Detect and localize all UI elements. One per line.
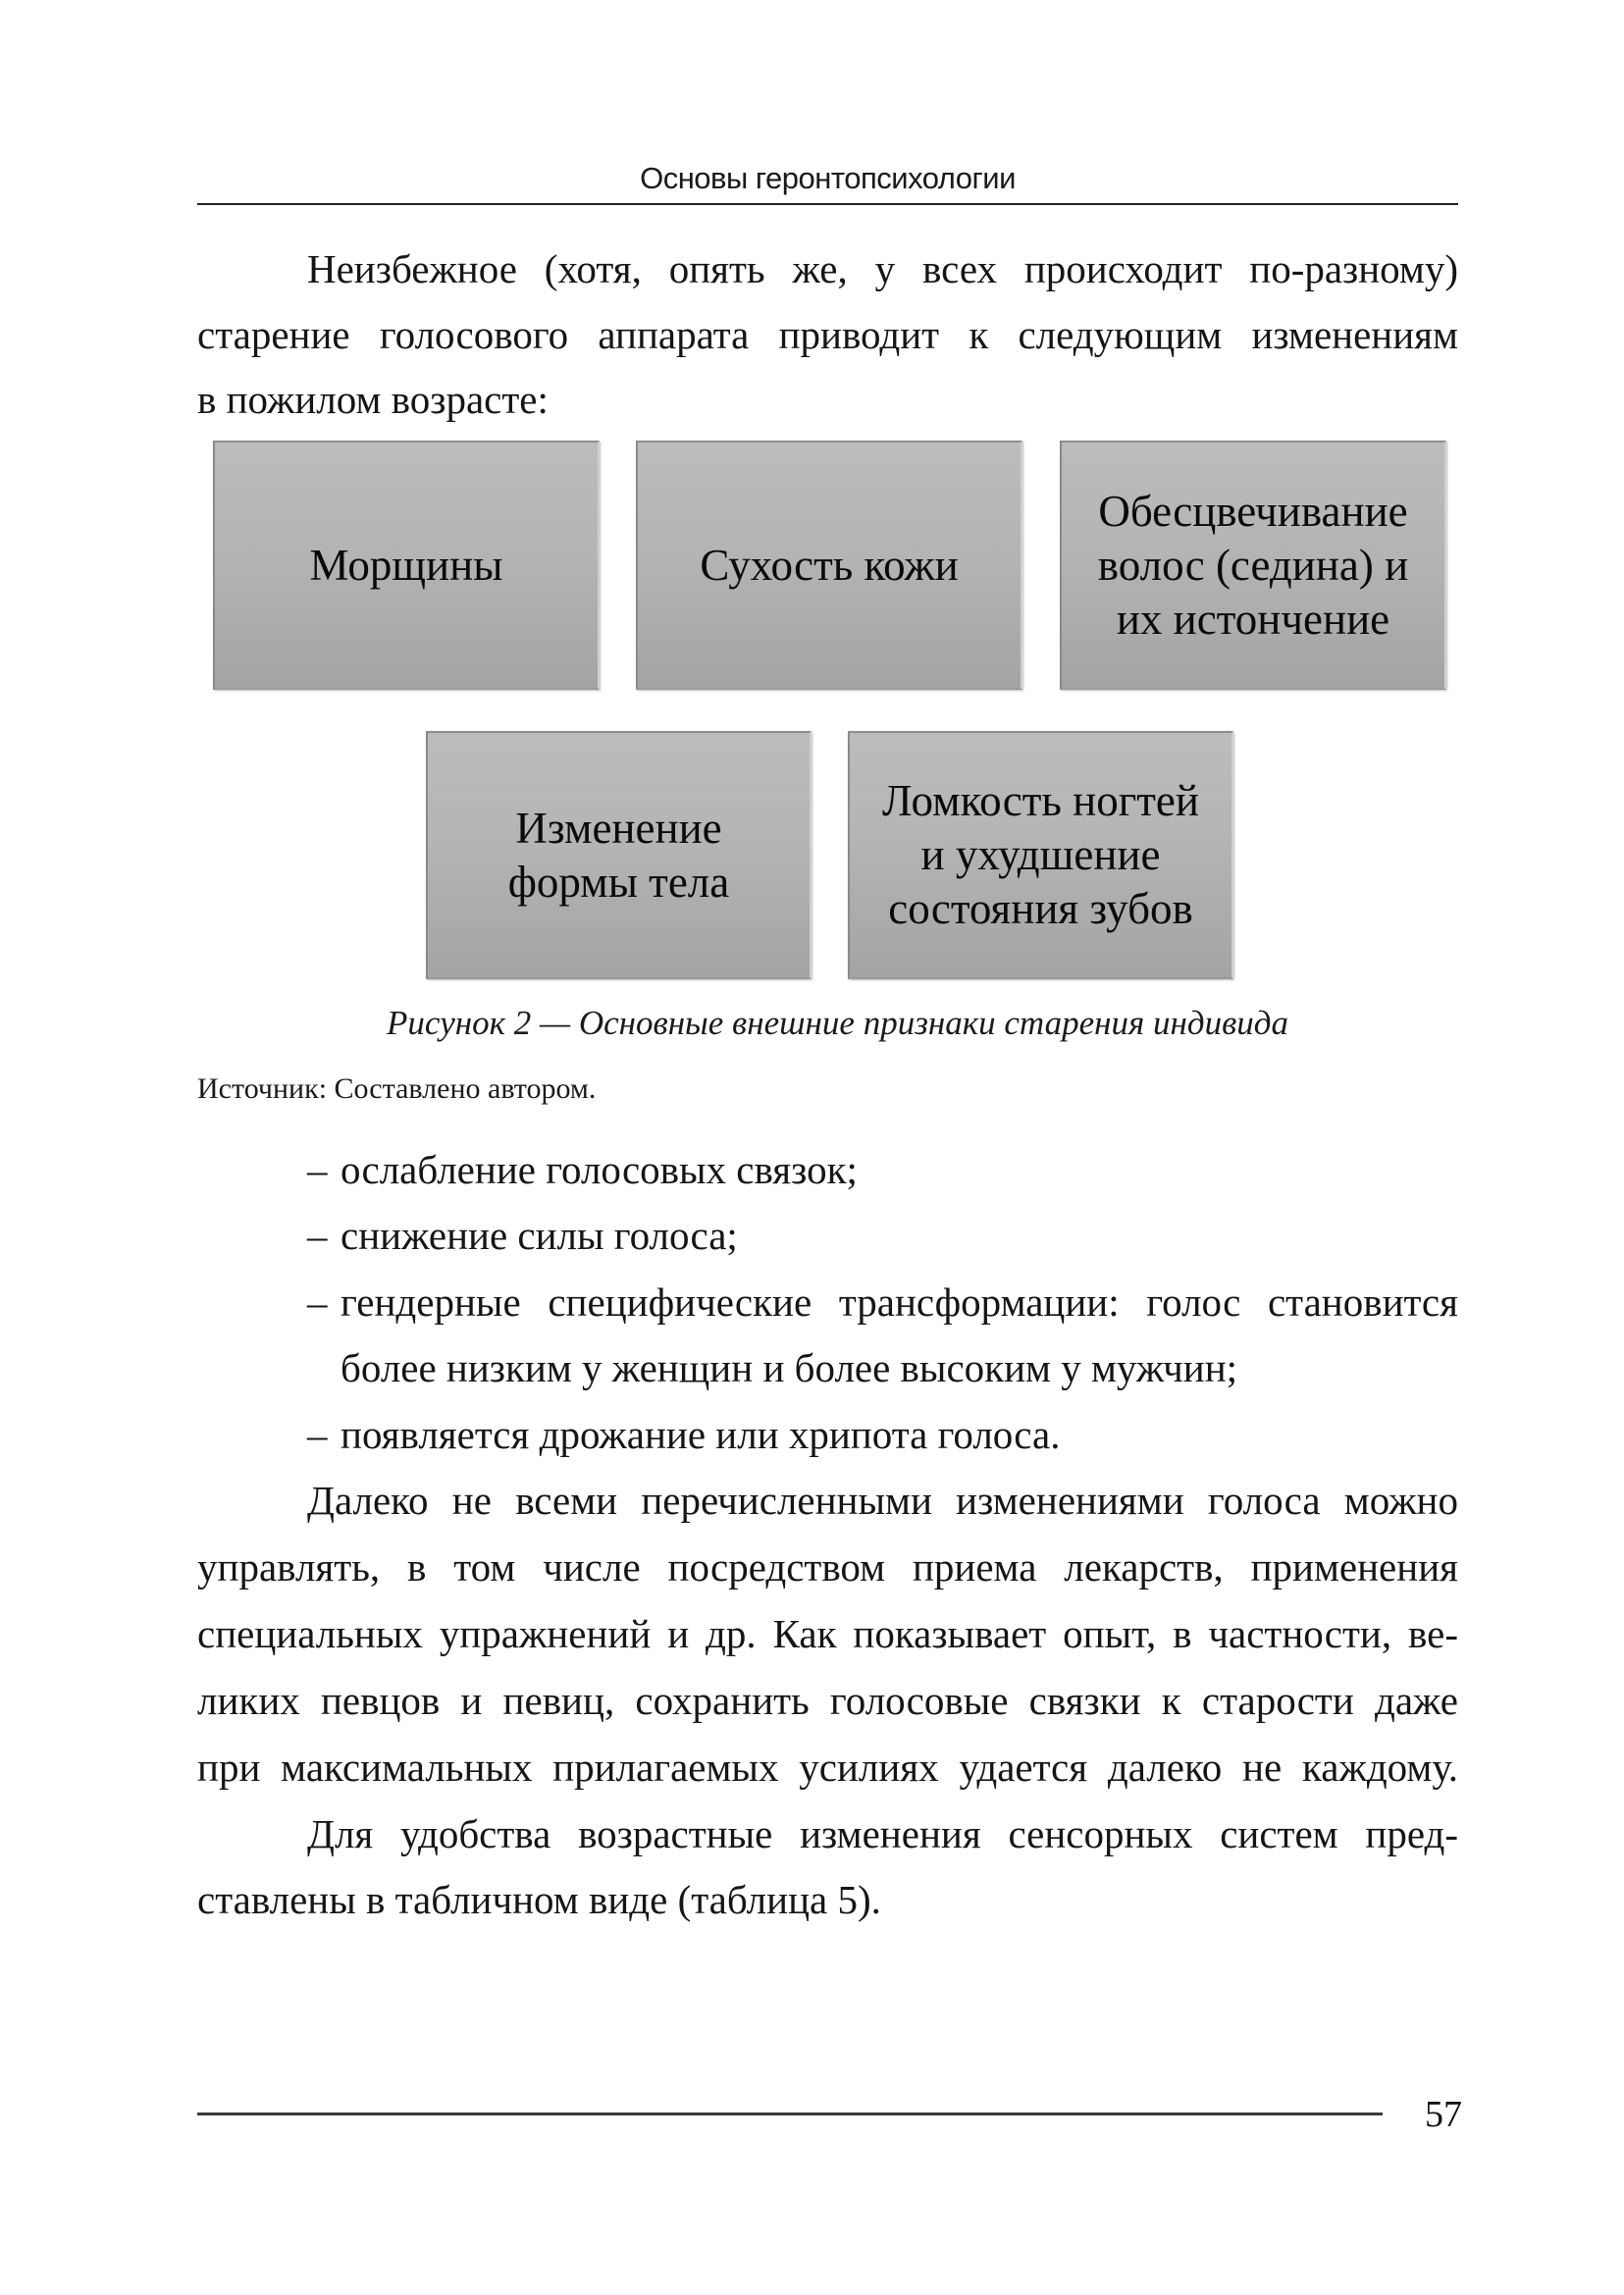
list-item-text: гендерные специфические трансформации: голос становится [341, 1279, 1458, 1325]
box-text-line: Сухость кожи [700, 540, 959, 590]
list-item-text: появляется дрожание или хрипота голоса. [341, 1412, 1061, 1457]
running-head: Основы геронтопсихологии [640, 161, 1016, 195]
page-number: 57 [1425, 2094, 1462, 2135]
paragraph-line: управлять, в том числе посредством приема лекарств, применения [197, 1544, 1458, 1590]
figure-box-body-shape [426, 731, 812, 979]
paragraph-line: при максимальных прилагаемых усилиях удается далеко не каждому. [197, 1745, 1458, 1790]
box-text-line: Изменение [515, 803, 722, 853]
figure-box-wrinkles [213, 441, 600, 690]
box-text-line: состояния зубов [888, 884, 1193, 933]
figure-box-hair [1060, 441, 1446, 690]
box-text-line: формы тела [507, 857, 730, 907]
box-text-line: Ломкость ногтей [882, 776, 1199, 825]
footer-rule [197, 2112, 1383, 2115]
box-text-line: и ухудшение [920, 830, 1161, 879]
list-item-text: ослабление голосовых связок; [341, 1147, 858, 1192]
box-text-line: Обесцвечивание [1098, 486, 1408, 536]
figure-box-dry-skin [636, 441, 1022, 690]
header-rule [197, 203, 1458, 205]
paragraph-line: старение голосового аппарата приводит к следующим изменениям [197, 312, 1458, 357]
box-text-line: их истончение [1116, 594, 1390, 644]
list-item-text: более низким у женщин и более высоким у мужчин; [341, 1345, 1238, 1390]
figure-box-nails-teeth [848, 731, 1233, 979]
figure-source: Источник: Составлено автором. [197, 1072, 597, 1105]
dash-bullet: – [307, 1279, 328, 1325]
dash-bullet: – [307, 1147, 328, 1192]
paragraph-line: ставлены в табличном виде (таблица 5). [197, 1877, 881, 1922]
dash-bullet: – [307, 1412, 328, 1457]
paragraph-line: ликих певцов и певиц, сохранить голосовые связки к старости даже [197, 1678, 1458, 1723]
list-item-text: снижение силы голоса; [341, 1213, 738, 1258]
dash-bullet: – [307, 1213, 328, 1258]
paragraph-line: Далеко не всеми перечисленными изменениями голоса можно [307, 1478, 1458, 1523]
paragraph-line: Для удобства возрастные изменения сенсорных систем пред- [307, 1811, 1458, 1856]
box-text-line: волос (седина) и [1097, 540, 1409, 590]
paragraph-line: Неизбежное (хотя, опять же, у всех происходит по-разному) [307, 246, 1458, 291]
figure-caption: Рисунок 2 — Основные внешние признаки старения индивида [387, 1004, 1288, 1042]
paragraph-line: в пожилом возрасте: [197, 377, 549, 422]
paragraph-line: специальных упражнений и др. Как показывает опыт, в частности, ве- [197, 1611, 1458, 1656]
box-text-line: Морщины [309, 540, 503, 590]
